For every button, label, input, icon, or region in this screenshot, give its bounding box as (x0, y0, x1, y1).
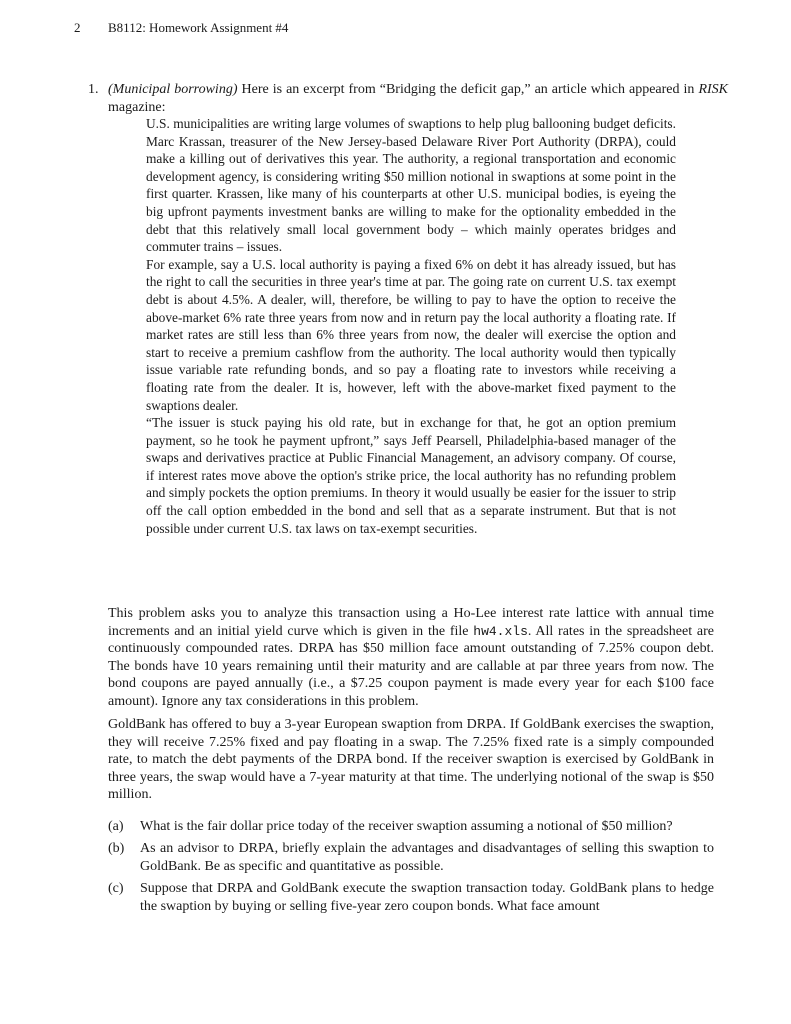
quote-paragraph: For example, say a U.S. local authority is paying a fixed 6% on debt it has already issued, but has the right to call the securities in three year's time at par. The going rate on current U.S. tax exempt debt is about 4.5%. A dealer, will, therefore, be willing to pay to have the option to receive the above-market 6% rate three years from now and in return pay the local authority a floating rate. If market rates are still less than 6% three years from now, the dealer will exercise the option and start to receive a premium cashflow from the authority. The local authority would then typically issue variable rate refunding bonds, and so pay a floating rate to investors while receiving a floating rate from the dealer. It is, however, left with the above-market fixed payment to the swaptions dealer. (146, 256, 676, 413)
page-number: 2 (74, 20, 81, 35)
question-c (108, 880, 714, 916)
question-list (108, 818, 714, 920)
article-excerpt (146, 115, 676, 537)
magazine-name: RISK (698, 82, 729, 97)
intro-text: Here is an excerpt from “Bridging the deficit gap,” an article which appeared in (237, 82, 699, 97)
question-text: Suppose that DRPA and GoldBank execute the swaption transaction today. GoldBank plans to hedge the swaption by buying or selling five-year zero coupon bonds. What face amount (140, 881, 714, 914)
page-header (60, 18, 720, 38)
question-label: (a) (108, 819, 124, 834)
running-title: B8112: Homework Assignment #4 (108, 20, 289, 35)
question-label: (b) (108, 841, 125, 856)
question-b (108, 840, 714, 876)
question-text: What is the fair dollar price today of the receiver swaption assuming a notional of $50 million? (140, 819, 673, 834)
question-a (108, 818, 714, 836)
analysis-text: This problem asks you to analyze this transaction using a Ho-Lee interest rate lattice with annual time increments and an initial yield curve which is given in the file (108, 606, 714, 639)
question-label: (c) (108, 881, 124, 896)
swaption-paragraph: GoldBank has offered to buy a 3-year European swaption from DRPA. If GoldBank exercises the swaption, they will receive 7.25% fixed and pay floating in a swap. The 7.25% fixed rate is a simply compounded rate, to match the debt payments of the DRPA bond. If the receiver swaption is exercised by GoldBank in three years, the swap would have a 7-year maturity at that time. The underlying notional of the swap is $50 million. (108, 717, 714, 803)
quote-paragraph: U.S. municipalities are writing large volumes of swaptions to help plug ballooning budget deficits. Marc Krassan, treasurer of the New Jersey-based Delaware River Port Authority (DRPA), could make a killing out of derivatives this year. The authority, a regional transportation and economic development agency, is considering writing $50 million notional in swaptions at some point in the first quarter. Krassen, like many of his counterparts at other U.S. municipal bodies, is eyeing the big upfront payments investment banks are willing to make for the optionality embedded in the debt that this relatively small local government body – which mainly operates bridges and commuter trains – issues. (146, 116, 676, 255)
problem-topic: (Municipal borrowing) (108, 82, 238, 97)
file-name: hw4.xls (473, 623, 528, 639)
analysis-text-end: . All rates in the spreadsheet are continuously compounded rates. DRPA has $50 million face amount outstanding of 7.25% coupon debt. The bonds have 10 years remaining until their maturity and are callable at par three years from now. The bond coupons are payed annually (i.e., a $7.25 coupon payment is made every year for each $100 face amount). Ignore any tax considerations in this problem. (108, 623, 714, 709)
problem-number: 1. (88, 82, 99, 97)
intro-text-end: magazine: (108, 100, 166, 115)
analysis-paragraph (108, 605, 714, 711)
question-text: As an advisor to DRPA, briefly explain the advantages and disadvantages of selling this swaption to GoldBank. Be as specific and quantitative as possible. (140, 841, 714, 874)
quote-paragraph: “The issuer is stuck paying his old rate, but in exchange for that, he got an option premium payment, so he took he payment upfront,” says Jeff Pearsell, Philadelphia-based manager of the swaps and derivatives practice at Public Financial Management, an advisory company. Of course, if interest rates move above the option's strike price, the local authority has no refunding problem and simply pockets the option premiums. In theory it would usually be easier for the issuer to strip off the call option embedded in the bond and sell that as a separate instrument. But that is not possible under current U.S. tax laws on tax-exempt securities. (146, 415, 676, 536)
problem-intro (88, 81, 728, 117)
